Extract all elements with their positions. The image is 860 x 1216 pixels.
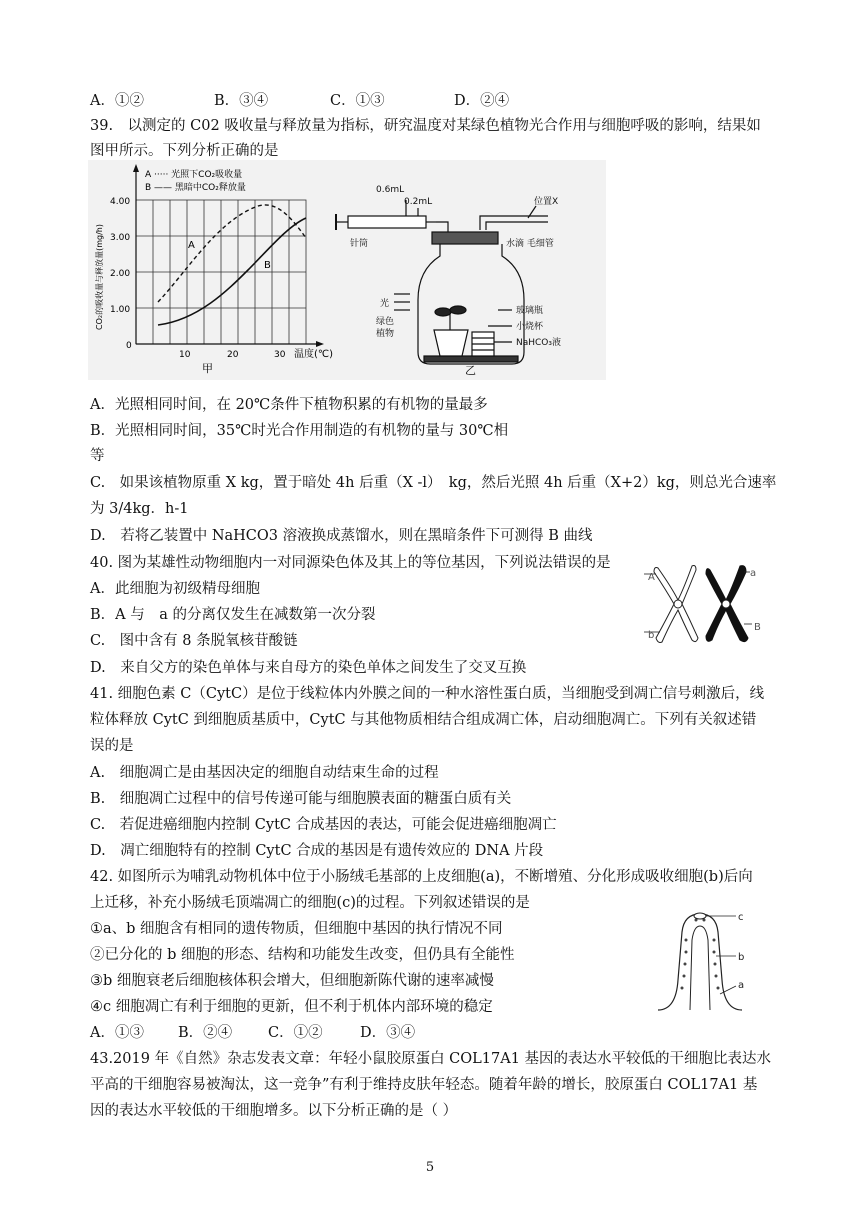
q43-line1: 43.2019 年《自然》杂志发表文章：年轻小鼠胶原蛋白 COL17A1 基因的表达水平较低的干细胞比表达水	[90, 1051, 772, 1067]
ytick-2: 2.00	[110, 269, 131, 279]
legend-b: B —— 黑暗中CO₂释放量	[145, 183, 246, 193]
option-d: D．③④	[360, 1025, 416, 1041]
option-b: B．②④	[178, 1025, 233, 1041]
label-bottle: 玻璃瓶	[516, 306, 544, 316]
q40-option-b: B．A 与 a 的分离仅发生在减数第一次分裂	[90, 607, 376, 623]
q41-stem-line1: 41. 细胞色素 C（CytC）是位于线粒体内外膜之间的一种水溶性蛋白质，当细胞受到凋亡信号刺激后，线	[90, 686, 765, 702]
curve-b-solid	[158, 218, 306, 325]
gene-B-label: B	[754, 622, 761, 633]
q41-stem-line3: 误的是	[90, 738, 134, 754]
gene-A-label: A	[648, 572, 655, 583]
q39-option-a: A．光照相同时间，在 20℃条件下植物积累的有机物的量最多	[90, 397, 488, 413]
xtick-10: 10	[179, 350, 191, 360]
label-plant-2: 植物	[376, 329, 395, 339]
q39-stem-line1: 39. 以测定的 C02 吸收量与释放量为指标，研究温度对某绿色植物光合作用与细胞呼吸的影响，结果如	[90, 118, 761, 134]
q41-option-b: B. 细胞凋亡过程中的信号传递可能与细胞膜表面的糖蛋白质有关	[90, 791, 512, 807]
cell-c-label: c	[738, 912, 744, 923]
q40-option-a: A．此细胞为初级精母细胞	[90, 581, 260, 597]
q41-option-a: A. 细胞凋亡是由基因决定的细胞自动结束生命的过程	[90, 765, 439, 781]
chart-jia	[94, 164, 333, 375]
q41-option-c: C. 若促进癌细胞内控制 CytC 合成基因的表达，可能会促进癌细胞凋亡	[90, 817, 557, 833]
q43-line2: 平高的干细胞容易被淘汰，这一竞争”有利于维持皮肤年轻态。随着年龄的增长，胶原蛋白 COL17A1 基	[90, 1077, 758, 1093]
q42-statement-2: ②已分化的 b 细胞的形态、结构和功能发生改变，但仍具有全能性	[90, 947, 515, 963]
ytick-3: 3.00	[110, 233, 131, 243]
x-axis-label: 温度(℃)	[294, 349, 334, 360]
q38-options	[90, 92, 509, 110]
q41-option-d: D. 凋亡细胞特有的控制 CytC 合成的基因是有遗传效应的 DNA 片段	[90, 843, 544, 859]
q39-option-c-line1: C. 如果该植物原重 X kg，置于暗处 4h 后重（X -l） kg，然后光照 4h 后重（X+2）kg，则总光合速率	[90, 475, 777, 491]
q43-line3: 因的表达水平较低的干细胞增多。以下分析正确的是（ ）	[90, 1103, 458, 1119]
label-light: 光	[380, 299, 390, 309]
label-solution: NaHCO₃液	[516, 338, 561, 348]
option-c: C．①③	[330, 93, 385, 109]
q39-stem-line2: 图甲所示。下列分析正确的是	[90, 143, 279, 159]
q40-chromosome-figure	[640, 558, 780, 648]
ytick-4: 4.00	[110, 197, 131, 207]
q42-options	[90, 1024, 415, 1042]
q42-stem-line1: 42. 如图所示为哺乳动物机体中位于小肠绒毛基部的上皮细胞(a)，不断增殖、分化形成吸收细胞(b)后向	[90, 869, 753, 885]
label-0-6ml: 0.6mL	[376, 185, 405, 195]
ytick-1: 1.00	[110, 305, 131, 315]
q42-statement-4: ④c 细胞凋亡有利于细胞的更新，但不利于机体内部环境的稳定	[90, 999, 493, 1015]
q39-option-c-line2: 为 3/4kg．h-1	[90, 501, 189, 517]
option-a: A．①③	[90, 1025, 144, 1041]
legend-a: A ····· 光照下CO₂吸收量	[145, 170, 243, 180]
q42-statement-3: ③b 细胞衰老后细胞核体积会增大，但细胞新陈代谢的速率减慢	[90, 973, 494, 989]
cell-a-label: a	[738, 980, 745, 991]
option-d: D．②④	[454, 93, 510, 109]
q39-option-d: D. 若将乙装置中 NaHCO3 溶液换成蒸馏水，则在黑暗条件下可测得 B 曲线	[90, 528, 593, 544]
q40-option-c: C. 图中含有 8 条脱氧核苷酸链	[90, 633, 298, 649]
curve-a-dashed	[158, 205, 306, 302]
gene-a-label: a	[750, 568, 757, 579]
option-b: B．③④	[214, 93, 269, 109]
q42-stem-line2: 上迁移，补充小肠绒毛顶端凋亡的细胞(c)的过程。下列叙述错误的是	[90, 895, 530, 911]
q39-figure	[88, 160, 606, 380]
curve-b-label: B	[264, 260, 271, 271]
label-capillary: 水滴 毛细管	[506, 239, 554, 249]
q41-stem-line2: 粒体释放 CytC 到细胞质基质中，CytC 与其他物质相结合组成凋亡体，启动细胞凋亡。下列有关叙述错	[90, 712, 757, 728]
ytick-0: 0	[126, 341, 132, 351]
xtick-20: 20	[227, 350, 239, 360]
option-c: C．①②	[268, 1025, 323, 1041]
label-beaker: 小烧杯	[516, 322, 544, 332]
label-0-2ml: 0.2mL	[404, 197, 433, 207]
q42-villus-figure	[650, 910, 770, 1012]
xtick-30: 30	[274, 350, 286, 360]
q40-option-d: D. 来自父方的染色单体与来自母方的染色单体之间发生了交叉互换	[90, 660, 527, 676]
q42-statement-1: ①a、b 细胞含有相同的遗传物质，但细胞中基因的执行情况不同	[90, 921, 503, 937]
option-a: A．①②	[90, 93, 144, 109]
caption-yi: 乙	[465, 364, 476, 377]
label-syringe: 针筒	[350, 239, 369, 249]
q39-option-b-line1: B．光照相同时间，35℃时光合作用制造的有机物的量与 30℃相	[90, 423, 509, 439]
gene-b-label: b	[648, 630, 655, 641]
label-position-x: 位置X	[534, 197, 559, 207]
y-axis-label: CO₂的吸收量与释放量(mg/h)	[95, 224, 104, 330]
q40-stem: 40. 图为某雄性动物细胞内一对同源染色体及其上的等位基因，下列说法错误的是	[90, 555, 611, 571]
cell-b-label: b	[738, 952, 745, 963]
q39-option-b-line2: 等	[90, 448, 105, 464]
label-plant-1: 绿色	[376, 317, 395, 327]
curve-a-label: A	[188, 240, 195, 251]
caption-jia: 甲	[202, 362, 213, 375]
page-number: 5	[425, 1160, 435, 1175]
